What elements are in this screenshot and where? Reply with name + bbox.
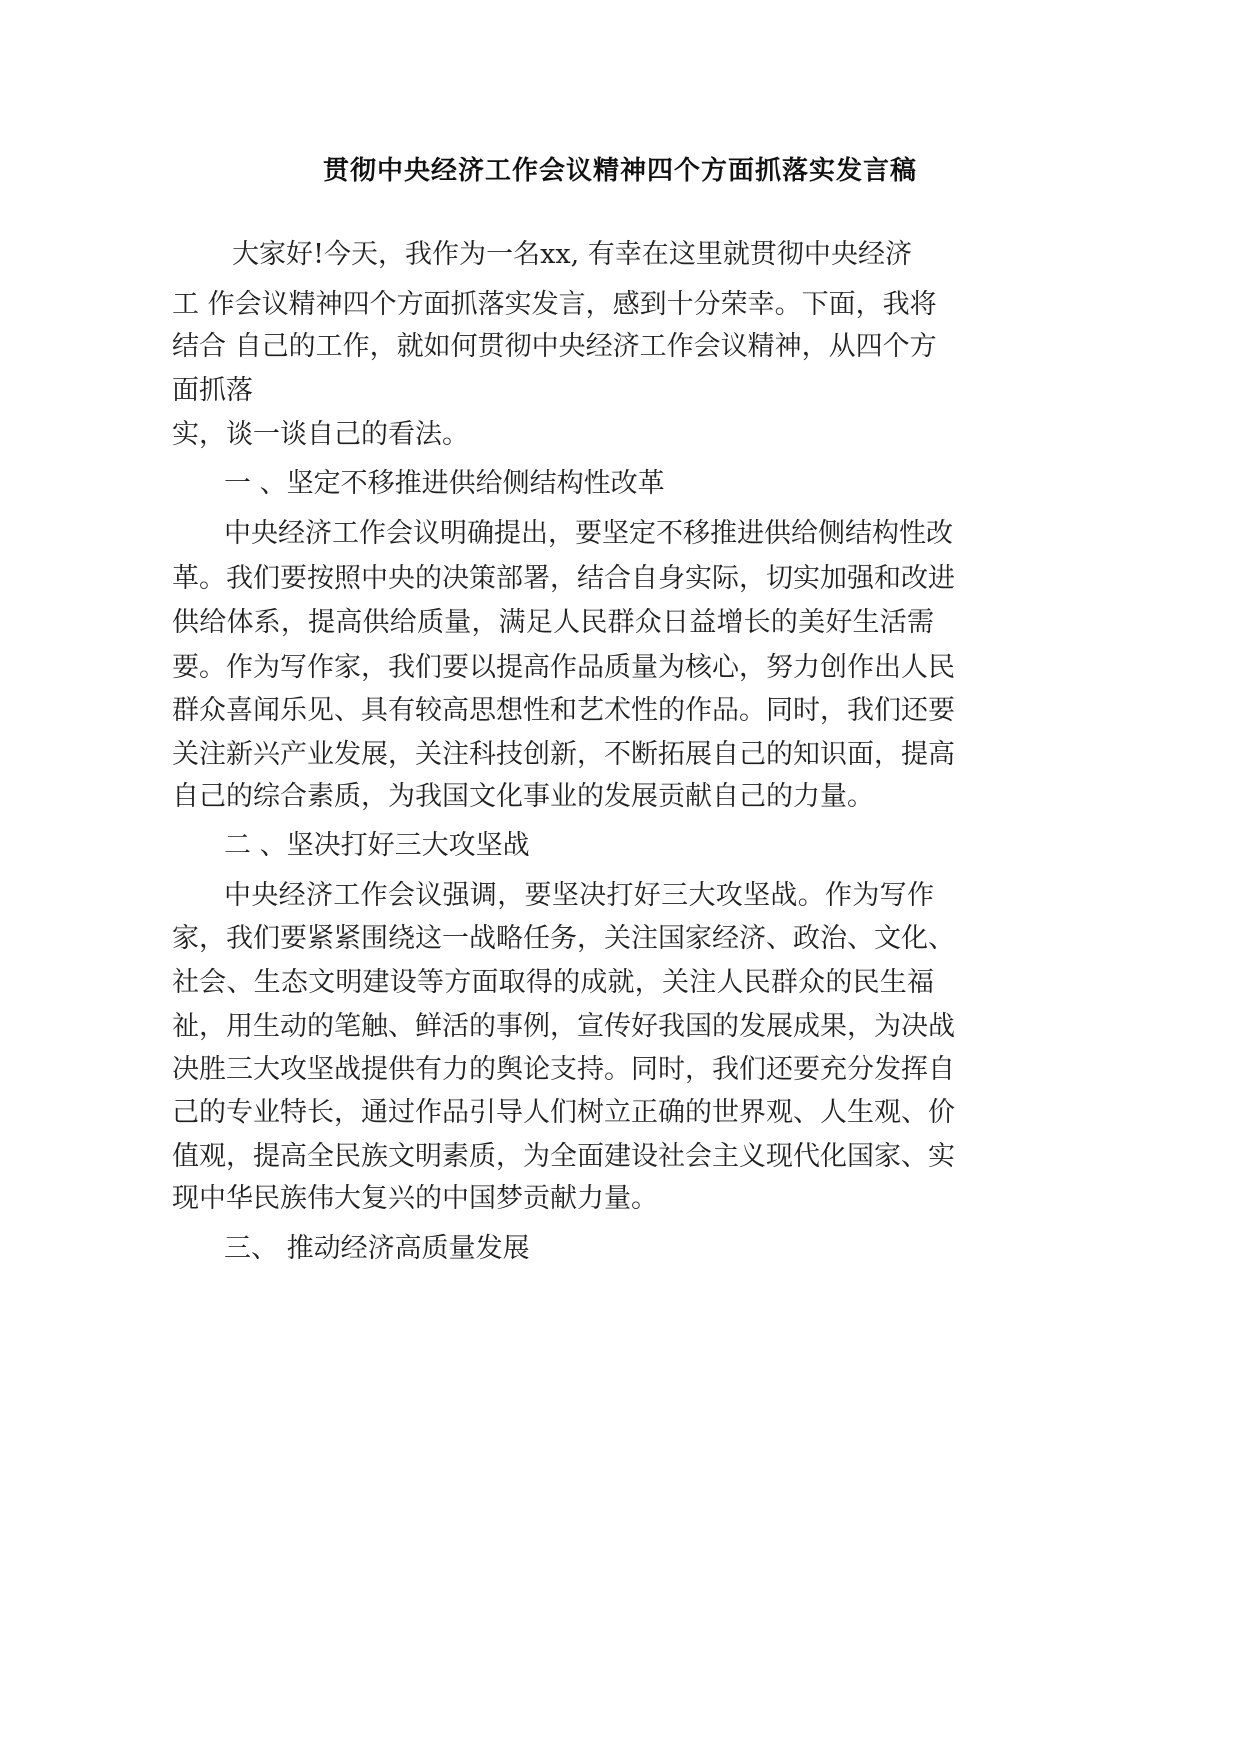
- section-2-line-1: 中央经济工作会议强调，要坚决打好三大攻坚战。作为写作: [224, 880, 934, 911]
- intro-line-3: 结合 自己的工作，就如何贯彻中央经济工作会议精神，从四个方: [172, 331, 937, 362]
- section-2-line-8: 现中华民族伟大复兴的中国梦贡献力量。: [172, 1183, 658, 1214]
- section-2-line-2: 家，我们要紧紧围绕这一战略任务，关注国家经济、政治、文化、: [172, 923, 955, 954]
- document-title: 贯彻中央经济工作会议精神四个方面抓落实发言稿: [322, 156, 917, 186]
- section-2-line-7: 值观，提高全民族文明素质，为全面建设社会主义现代化国家、实: [172, 1141, 955, 1172]
- intro-line-4: 面抓落: [172, 375, 253, 406]
- section-1-line-2: 革。我们要按照中央的决策部署，结合自身实际，切实加强和改进: [172, 563, 955, 594]
- section-2-line-4: 祉，用生动的笔触、鲜活的事例，宣传好我国的发展成果，为决战: [172, 1011, 955, 1042]
- section-2-line-6: 己的专业特长，通过作品引导人们树立正确的世界观、人生观、价: [172, 1097, 955, 1128]
- section-1-line-5: 群众喜闻乐见、具有较高思想性和艺术性的作品。同时，我们还要: [172, 695, 955, 726]
- intro-line-5: 实，谈一谈自己的看法。: [172, 419, 469, 450]
- section-heading-1: 一 、坚定不移推进供给侧结构性改革: [224, 468, 665, 499]
- section-2-line-5: 决胜三大攻坚战提供有力的舆论支持。同时，我们还要充分发挥自: [172, 1054, 955, 1085]
- section-heading-3: 三、 推动经济高质量发展: [224, 1233, 530, 1264]
- section-1-line-6: 关注新兴产业发展，关注科技创新，不断拓展自己的知识面，提高: [172, 739, 955, 770]
- intro-line-1: 大家好!今天，我作为一名xx, 有幸在这里就贯彻中央经济: [232, 239, 912, 270]
- section-1-line-1: 中央经济工作会议明确提出，要坚定不移推进供给侧结构性改: [224, 518, 953, 549]
- intro-line-2: 工 作会议精神四个方面抓落实发言，感到十分荣幸。下面，我将: [172, 289, 937, 320]
- section-heading-2: 二 、坚决打好三大攻坚战: [224, 830, 530, 861]
- section-2-line-3: 社会、生态文明建设等方面取得的成就，关注人民群众的民生福: [172, 967, 934, 998]
- section-1-line-4: 要。作为写作家，我们要以提高作品质量为核心，努力创作出人民: [172, 652, 955, 683]
- section-1-line-7: 自己的综合素质，为我国文化事业的发展贡献自己的力量。: [172, 781, 874, 812]
- section-1-line-3: 供给体系，提高供给质量，满足人民群众日益增长的美好生活需: [172, 607, 934, 638]
